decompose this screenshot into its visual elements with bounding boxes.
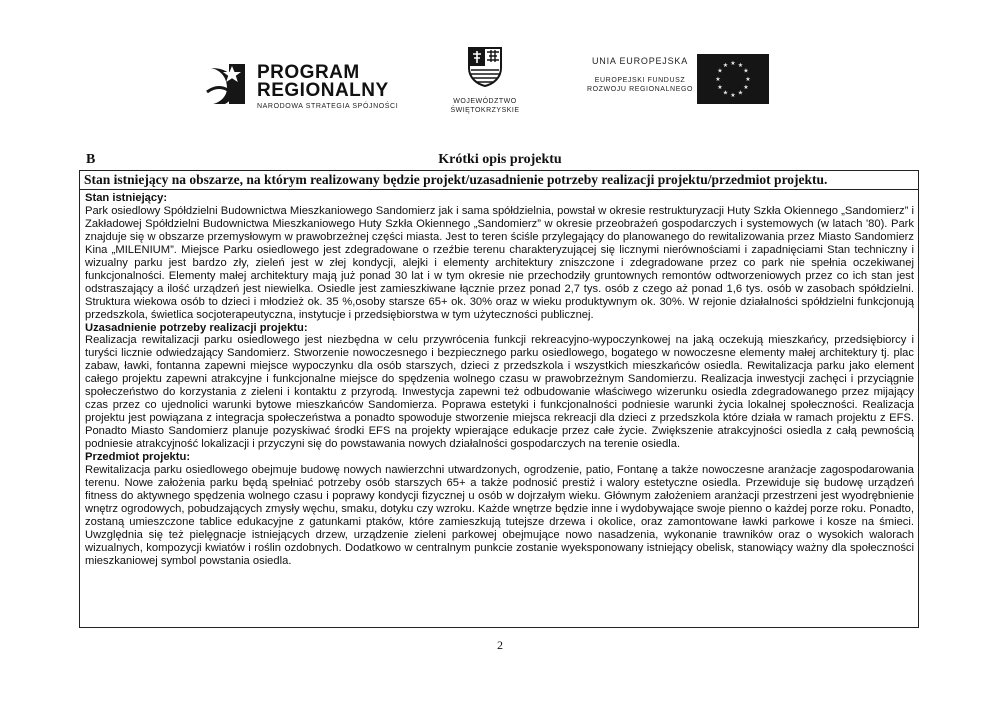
svg-text:★: ★ bbox=[737, 62, 744, 69]
program-subtitle: NARODOWA STRATEGIA SPÓJNOŚCI bbox=[257, 103, 399, 110]
project-description-box bbox=[79, 170, 919, 628]
uzasadnienie-heading: Uzasadnienie potrzeby realizacji projektu: bbox=[85, 321, 308, 334]
svg-text:★: ★ bbox=[722, 62, 729, 69]
region-name-line2: ŚWIĘTOKRZYSKIE bbox=[450, 107, 520, 114]
przedmiot-paragraph: Rewitalizacja parku osiedlowego obejmuje budowę nowych nawierzchni utwardzonych, ogrodzenie, patio, Fontanę a także nowoczesne aranżacje zagospodarowania terenu. Nowe założenia parku będą spełniać potrzeby osób starszych 65+ a także podnosić prestiż i walory estetyczne osiedla. Przewiduje się budowę urządzeń fitness do aktywnego spędzenia wolnego czasu i poprawy kondycji fizycznej u osób w dojrzałym wieku. Głównym założeniem aranżacji przestrzeni jest wyodrębnienie wnętrz ogrodowych, pobudzających zmysły węchu, smaku, dotyku czy wzroku. Każde wnętrze będzie inne i wydobywające swoje pienno o każdej porze roku. Ponadto, zostaną umieszczone tablice edukacyjne z gatunkami ptaków, które zamieszkują tutejsze drzewa i okolice, oraz zamontowane ławki parkowe i kosze na śmieci. Uwzględnia się też pielęgnacje istniejących drzew, urządzenie zieleni parkowej obejmujące nowo nasadzenia, wykonanie trawników oraz o wysokich walorach wizualnych, kompozycji kwiatów i roślin ozdobnych. Dodatkowo w centralnym punkcie zostanie wyeksponowany istniejący obelisk, stanowiący ważny dla społeczności mieszkaniowej symbol powstania osiedla. bbox=[85, 464, 914, 567]
eu-title: UNIA EUROPEJSKA bbox=[591, 56, 689, 66]
program-regionalny-emblem-icon bbox=[205, 58, 251, 110]
region-name-line1: WOJEWÓDZTWO bbox=[453, 98, 517, 105]
program-title-line2: REGIONALNY bbox=[257, 80, 389, 101]
svg-text:★: ★ bbox=[722, 89, 729, 97]
program-title-line1: PROGRAM bbox=[257, 62, 360, 83]
svg-text:★: ★ bbox=[743, 84, 749, 91]
eu-text-block bbox=[580, 56, 700, 94]
eu-fund-line1: EUROPEJSKI FUNDUSZ bbox=[594, 77, 686, 84]
stan-heading: Stan istniejący: bbox=[85, 192, 168, 204]
eu-fund-line2: ROZWOJU REGIONALNEGO bbox=[586, 86, 694, 93]
page-number: 2 bbox=[497, 638, 503, 652]
stan-paragraph: Park osiedlowy Spółdzielni Budownictwa Mieszkaniowego Sandomierz jak i sama spółdzielnia, powstał w okresie restrukturyzacji Huty Szkła Okiennego „Sandomierz” i Zakładowej Spółdzielni Budownictwa Mieszkaniowego Huty Szkła Okiennego „Sandomierz” w okresie przeobrażeń gospodarczych i systemowych (w latach '80). Park znajduje się w obszarze przemysłowym w prawobrzeżnej części miasta. Jest to teren ściśle przylegający do planowanego do rewitalizowania przez Miasto Sandomierz Kina „MILENIUM”. Miejsce Parku osiedlowego jest zdegradowane o rzeźbie terenu charakteryzującej się licznymi nierównościami i zapadnięciami Stan techniczny i wizualny parku jest bardzo zły, zieleń jest w złej kondycji, alejki i elementy architektury zniszczone i zdegradowane przez co park nie spełnia oczekiwanej funkcjonalności. Elementy małej architektury mają już ponad 30 lat i w tym okresie nie przechodziły gruntownych remontów odtworzeniowych przez co ich stan jest odstraszający a ilość urządzeń jest niewielka. Osiedle jest zamieszkiwane łącznie przez ponad 2,7 tys. osób z czego aż ponad 1,6 tys. osób w zasobach spółdzielni. Struktura wiekowa osób to dzieci i młodzież ok. 35 %,osoby starsze 65+ ok. 30% oraz w wieku produktywnym ok. 30%. W rejonie działalności spółdzielni funkcjonują przedszkola, świetlica socjoterapeutyczna, instytucje i przedsiębiorstwa w tym użyteczności publicznej. bbox=[85, 204, 914, 321]
section-title: Krótki opis projektu bbox=[438, 152, 562, 167]
przedmiot-heading: Przedmiot projektu: bbox=[85, 451, 191, 464]
page-header bbox=[0, 40, 1000, 120]
section-letter: B bbox=[86, 152, 96, 167]
svg-text:★: ★ bbox=[717, 67, 723, 75]
svg-text:★: ★ bbox=[715, 76, 721, 83]
svg-text:★: ★ bbox=[745, 76, 751, 83]
program-regionalny-text bbox=[257, 64, 398, 110]
coat-of-arms-icon bbox=[465, 44, 505, 88]
wojewodztwo-logo bbox=[440, 44, 530, 115]
svg-text:★: ★ bbox=[717, 84, 723, 91]
svg-text:★: ★ bbox=[737, 89, 744, 97]
svg-text:★: ★ bbox=[730, 60, 736, 67]
box-header: Stan istniejący na obszarze, na którym realizowany będzie projekt/uzasadnienie potrzeby realizacji projektu/przedmiot projektu. bbox=[80, 171, 918, 190]
box-body bbox=[80, 190, 918, 568]
uzasadnienie-paragraph: Realizacja rewitalizacji parku osiedlowego jest niezbędna w celu przywrócenia funkcji rekreacyjno-wypoczynkowej na jaką oczekują mieszkańcy, przedsiębiorcy i turyści licznie odwiedzający Sandomierz. Stworzenie nowoczesnego i bezpiecznego parku osiedlowego, bogatego w nowoczesne elementy małej architektury tj. plac zabaw, ławki, fontanna zapewni miejsce wypoczynku dla osób starszych, dzieci z przedszkola i wszystkich mieszkańców osiedla. Rewitalizacja parku jako element całego projektu zapewni atrakcyjne i funkcjonalne miejsce do spędzenia wolnego czasu w prawobrzeżnym Sandomierzu. Realizacja inwestycji zachęci i przyciągnie społeczeństwo do korzystania z zieleni i kontaktu z przyrodą. Inwestycja zapewni też odbudowanie właściwego wizerunku osiedla zdegradowanego przez mijający czas przez co ujednolici warunki bytowe mieszkańców Sandomierza. Poprawa estetyki i funkcjonalności podniesie warunki życia lokalnej społeczności. Realizacja projektu jest powiązana z integracja społeczeństwa a ponadto spowoduje stworzenie miejsca rekreacji dla dzieci z przedszkola które działa w ramach projektu z EFS. Ponadto Miasto Sandomierz planuje pozyskiwać środki EFS na projekty wpierające edukacje przez całe życie. Zwiększenie atrakcyjności osiedla z całą pewnością podniesie atrakcyjność lokalizacji i przyczyni się do powstawania nowych działalności gospodarczych na terenie osiedla. bbox=[85, 334, 914, 451]
svg-text:★: ★ bbox=[743, 67, 749, 75]
eu-flag-icon bbox=[697, 54, 769, 104]
svg-text:★: ★ bbox=[730, 92, 736, 99]
